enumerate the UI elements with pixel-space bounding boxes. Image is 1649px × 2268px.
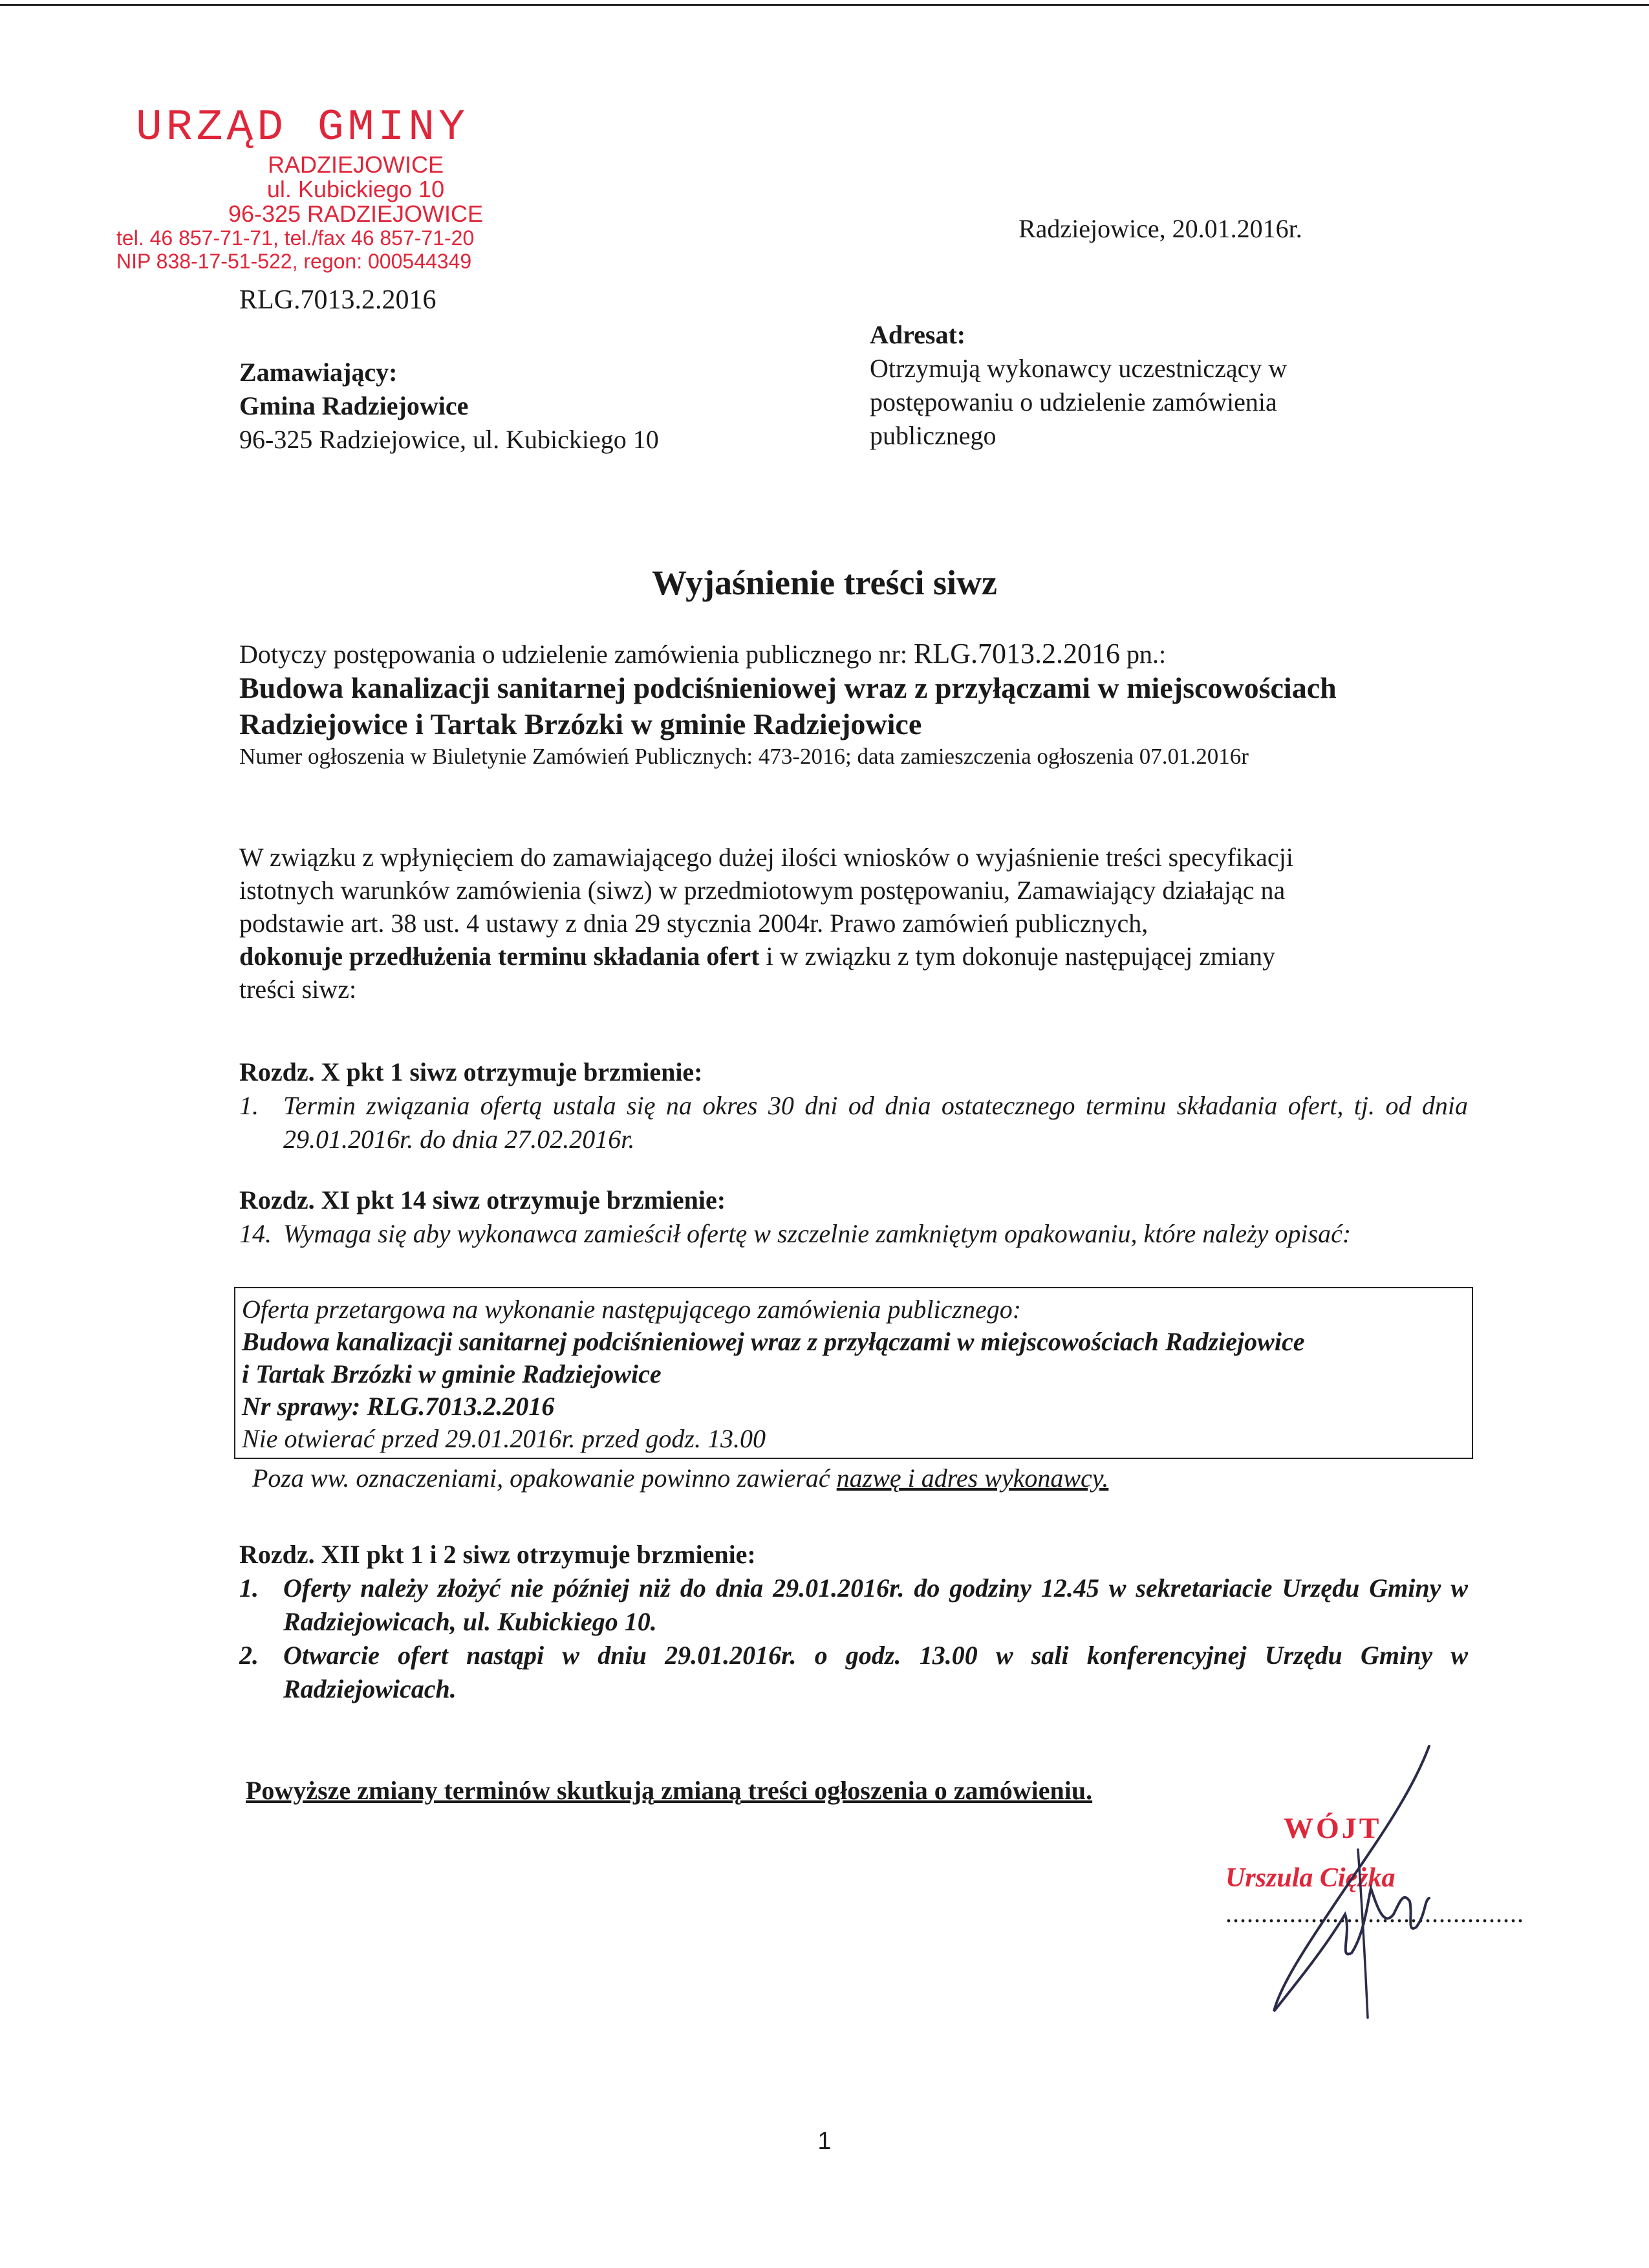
intro-bold-part: dokonuje przedłużenia terminu składania ofert [239, 942, 760, 971]
section-item [239, 1089, 1468, 1156]
office-stamp [116, 103, 595, 273]
wojt-stamp-name: Urszula Ciężka [1225, 1863, 1396, 1893]
section-heading: Rozdz. XII pkt 1 i 2 siwz otrzymuje brzmienie: [239, 1540, 756, 1569]
stamp-ids: NIP 838-17-51-522, regon: 000544349 [116, 250, 472, 273]
box-line: Oferta przetargowa na wykonanie następującego zamówienia publicznego: [242, 1295, 1022, 1324]
section-rozdz-xii [239, 1538, 1468, 1706]
box-line: Budowa kanalizacji sanitarnej podciśnieniowej wraz z przyłączami w miejscowościach Radziejowice [242, 1327, 1305, 1356]
intro-line: podstawie art. 38 ust. 4 ustawy z dnia 29 stycznia 2004r. Prawo zamówień publicznych, [239, 909, 1148, 938]
case-number: RLG.7013.2.2016 [239, 285, 436, 315]
stamp-phone: tel. 46 857-71-71, tel./fax 46 857-71-20 [116, 226, 475, 250]
page-number: 1 [817, 2128, 832, 2155]
intro-line: W związku z wpłynięciem do zamawiającego dużej ilości wniosków o wyjaśnienie treści specyfikacji [239, 843, 1293, 872]
intro-rest-part: i w związku z tym dokonuje następującej zmiany [759, 942, 1276, 971]
box-footnote-underlined: nazwę i adres wykonawcy. [836, 1463, 1109, 1493]
item-text: Wymaga się aby wykonawca zamieścił ofertę w szczelnie zamkniętym opakowaniu, które należy opisać: [283, 1219, 1352, 1248]
subject-ref-suffix: pn.: [1119, 640, 1167, 669]
box-footnote [252, 1463, 1108, 1493]
item-number: 2. [239, 1641, 259, 1670]
top-border-line [0, 4, 1649, 6]
place-date: Radziejowice, 20.01.2016r. [1018, 214, 1302, 243]
subject-reference [239, 637, 1481, 670]
item-text: Termin związania ofertą ustala się na okres 30 dni od dnia ostatecznego terminu składania ofert, tj. od dnia 29.01.2016r. do dnia 27.02.2016r. [283, 1091, 1468, 1154]
signature-dots: .......................................... [1225, 1899, 1524, 1928]
box-line: Nie otwierać przed 29.01.2016r. przed godz. 13.00 [242, 1424, 766, 1453]
subject-name-line: Budowa kanalizacji sanitarnej podciśnieniowej wraz z przyłączami w miejscowościach [239, 671, 1337, 704]
section-item [239, 1571, 1468, 1639]
orderer-block [239, 356, 659, 457]
item-number: 1. [239, 1091, 259, 1120]
subject-name-line: Radziejowice i Tartak Brzózki w gminie Radziejowice [239, 707, 922, 740]
subject-ref-number: RLG.7013.2.2016 [913, 638, 1120, 669]
intro-line: istotnych warunków zamówienia (siwz) w przedmiotowym postępowaniu, Zamawiający działając na [239, 876, 1286, 905]
orderer-name: Gmina Radziejowice [239, 391, 469, 420]
addressee-line: postępowaniu o udzielenie zamówienia [870, 387, 1277, 416]
addressee-block [870, 318, 1452, 453]
box-footnote-text: Poza ww. oznaczeniami, opakowanie powinno zawierać [252, 1463, 837, 1493]
item-number: 14. [239, 1219, 272, 1248]
orderer-address: 96-325 Radziejowice, ul. Kubickiego 10 [239, 425, 659, 454]
intro-paragraph [239, 841, 1468, 1006]
section-heading: Rozdz. XI pkt 14 siwz otrzymuje brzmienie: [239, 1185, 726, 1215]
section-item [239, 1639, 1468, 1706]
closing-statement: Powyższe zmiany terminów skutkują zmianą treści ogłoszenia o zamówieniu. [246, 1776, 1093, 1805]
envelope-label-box [234, 1287, 1473, 1459]
box-line: i Tartak Brzózki w gminie Radziejowice [242, 1359, 662, 1388]
orderer-label: Zamawiający: [239, 358, 398, 387]
stamp-postal: 96-325 RADZIEJOWICE [228, 200, 484, 227]
document-title: Wyjaśnienie treści siwz [652, 563, 997, 602]
item-text: Oferty należy złożyć nie później niż do dnia 29.01.2016r. do godziny 12.45 w sekretariacie Urzędu Gminy w Radziejowicach, ul. Kubickiego 10. [283, 1573, 1468, 1636]
intro-line: treści siwz: [239, 975, 357, 1004]
handwritten-signature [1255, 1740, 1461, 2024]
addressee-line: Otrzymują wykonawcy uczestniczący w [870, 354, 1288, 383]
item-text: Otwarcie ofert nastąpi w dniu 29.01.2016r. o godz. 13.00 w sali konferencyjnej Urzędu Gminy w Radziejowicach. [283, 1641, 1468, 1703]
section-rozdz-xi [239, 1183, 1468, 1251]
item-number: 1. [239, 1573, 259, 1603]
intro-line [239, 940, 1468, 973]
wojt-stamp-title: WÓJT [1284, 1811, 1382, 1844]
section-item [239, 1217, 1468, 1251]
addressee-line: publicznego [870, 421, 997, 450]
subject-block [239, 637, 1481, 771]
section-rozdz-x [239, 1055, 1468, 1156]
announcement-info: Numer ogłoszenia w Biuletynie Zamówień Publicznych: 473-2016; data zamieszczenia ogłoszenia 07.01.2016r [239, 744, 1249, 769]
stamp-subtitle: RADZIEJOWICE [267, 151, 444, 178]
stamp-title: URZĄD GMINY [136, 103, 469, 153]
stamp-street: ul. Kubickiego 10 [266, 176, 445, 202]
section-heading: Rozdz. X pkt 1 siwz otrzymuje brzmienie: [239, 1057, 703, 1086]
box-line: Nr sprawy: RLG.7013.2.2016 [242, 1392, 555, 1421]
subject-ref-prefix: Dotyczy postępowania o udzielenie zamówienia publicznego nr: [239, 640, 914, 669]
addressee-label: Adresat: [870, 320, 966, 349]
